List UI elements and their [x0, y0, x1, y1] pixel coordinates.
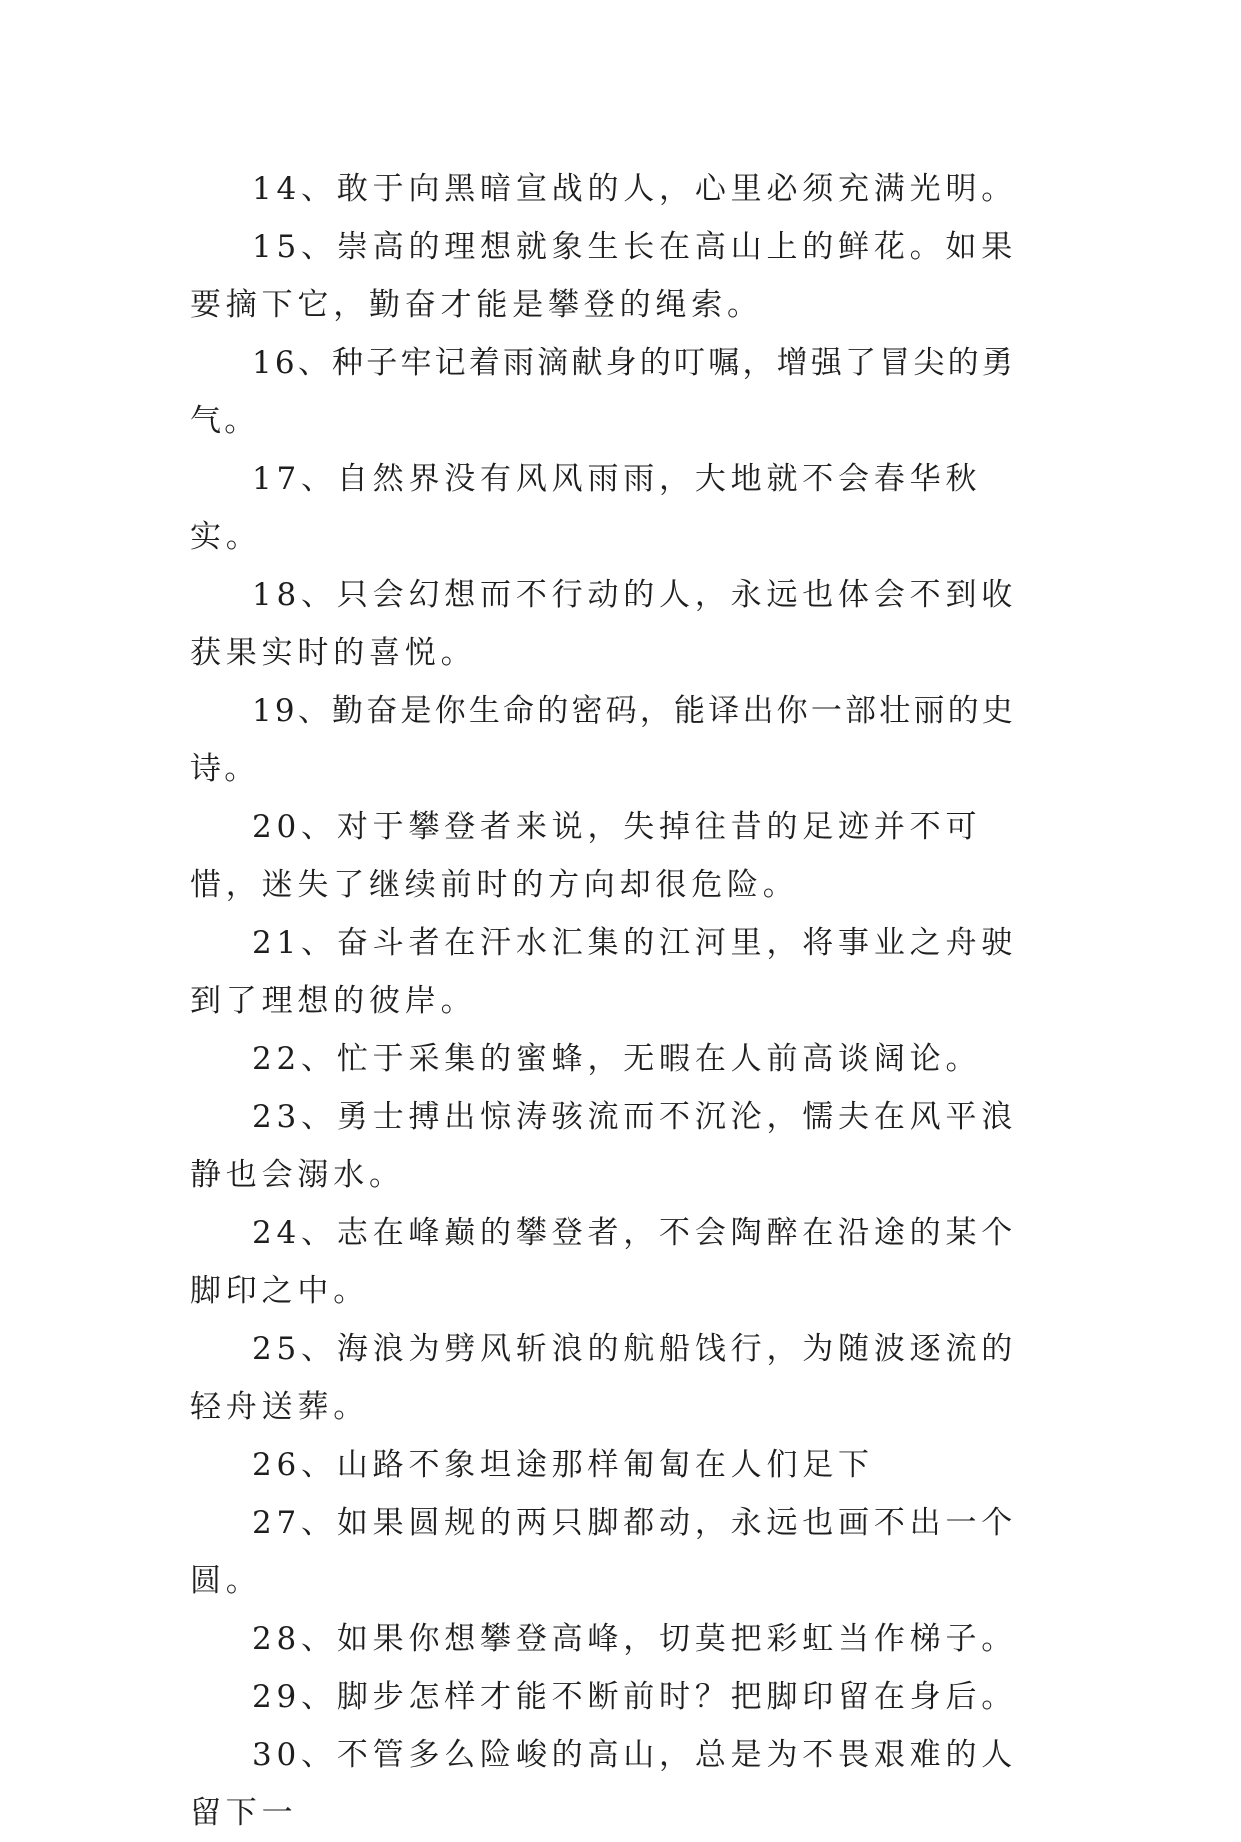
- quote-paragraph-17: 17、自然界没有风风雨雨，大地就不会春华秋实。: [190, 461, 982, 555]
- quote-paragraph-19: 19、勤奋是你生命的密码，能译出你一部壮丽的史诗。: [190, 693, 1017, 787]
- quote-paragraph-27: 27、如果圆规的两只脚都动，永远也画不出一个圆。: [190, 1505, 1018, 1599]
- quote-paragraph-24: 24、志在峰巅的攀登者，不会陶醉在沿途的某个脚印之中。: [190, 1215, 1018, 1309]
- quote-paragraph-15: 15、崇高的理想就象生长在高山上的鲜花。如果要摘下它，勤奋才能是攀登的绳索。: [190, 229, 1018, 323]
- quote-paragraph-22: 22、忙于采集的蜜蜂，无暇在人前高谈阔论。: [252, 1041, 982, 1077]
- quote-paragraph-23: 23、勇士搏出惊涛骇流而不沉沦，懦夫在风平浪静也会溺水。: [190, 1099, 1018, 1193]
- quote-paragraph-26: 26、山路不象坦途那样匍匐在人们足下: [252, 1447, 874, 1483]
- quote-paragraph-18: 18、只会幻想而不行动的人，永远也体会不到收获果实时的喜悦。: [190, 577, 1018, 671]
- document-body: [190, 160, 1050, 1842]
- quote-paragraph-30: 30、不管多么险峻的高山，总是为不畏艰难的人留下一: [190, 1737, 1018, 1831]
- quote-paragraph-21: 21、奋斗者在汗水汇集的江河里，将事业之舟驶到了理想的彼岸。: [190, 925, 1018, 1019]
- quote-paragraph-28: 28、如果你想攀登高峰，切莫把彩虹当作梯子。: [252, 1621, 1018, 1657]
- quote-paragraph-20: 20、对于攀登者来说，失掉往昔的足迹并不可惜，迷失了继续前时的方向却很危险。: [190, 809, 982, 903]
- quote-paragraph-14: 14、敢于向黑暗宣战的人，心里必须充满光明。: [252, 171, 1018, 207]
- quote-paragraph-25: 25、海浪为劈风斩浪的航船饯行，为随波逐流的轻舟送葬。: [190, 1331, 1018, 1425]
- quote-paragraph-29: 29、脚步怎样才能不断前时？把脚印留在身后。: [252, 1679, 1018, 1715]
- quote-paragraph-16: 16、种子牢记着雨滴献身的叮嘱，增强了冒尖的勇气。: [190, 345, 1017, 439]
